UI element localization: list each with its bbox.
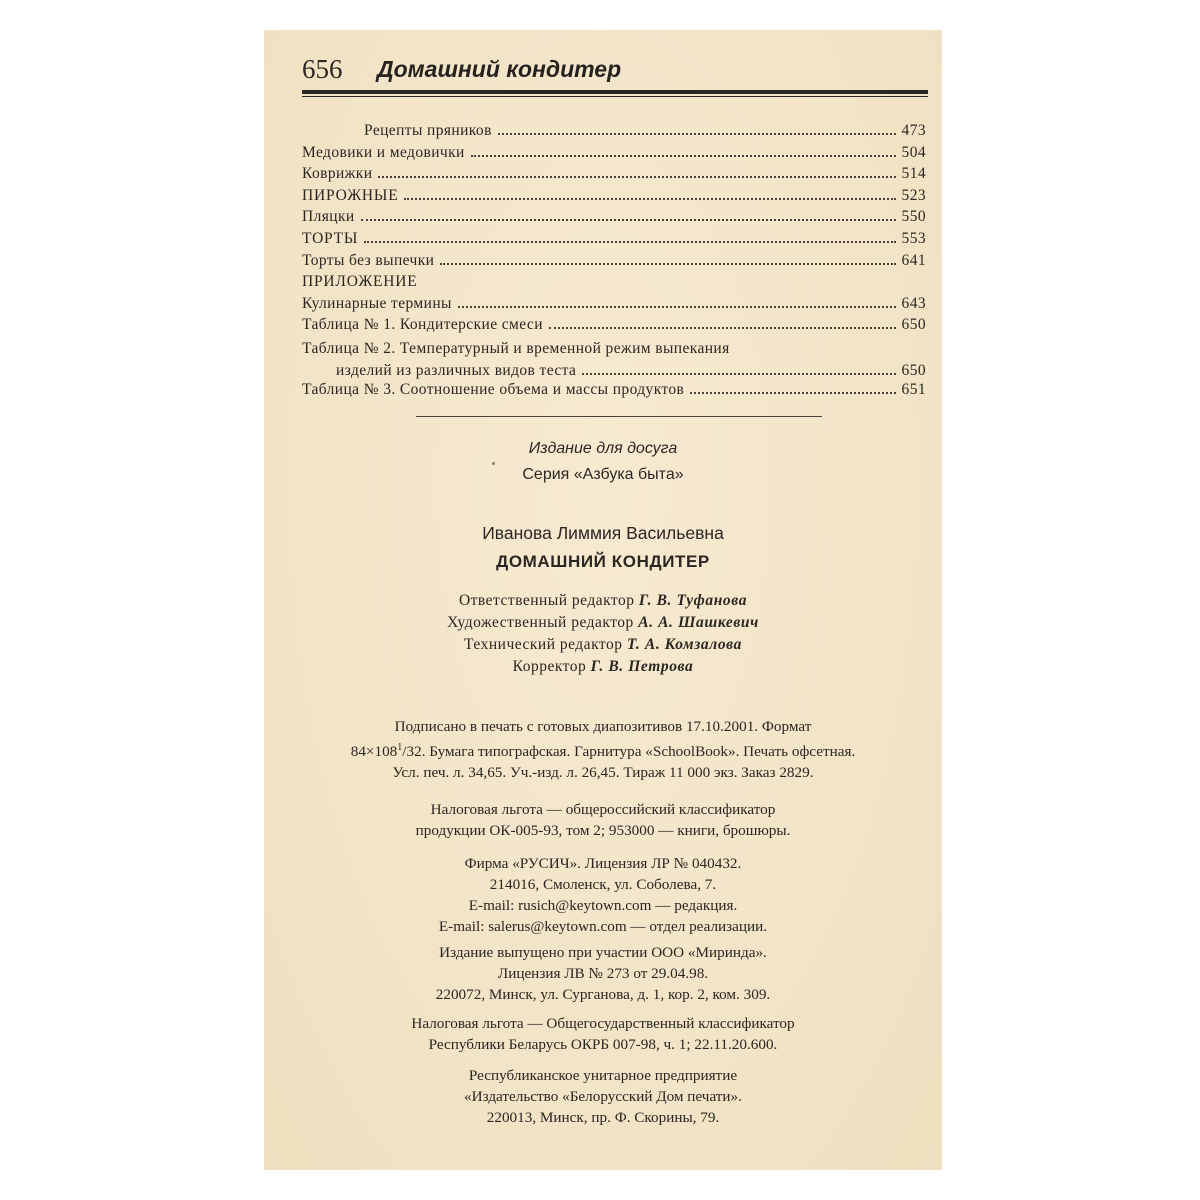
toc-label: Медовики и медовички [302,143,465,161]
toc-page: 504 [901,143,926,161]
staff-line [264,592,942,610]
toc-page: 641 [901,251,926,269]
toc-page: 643 [901,294,926,312]
toc-leader [549,327,896,329]
toc-label: ТОРТЫ [302,229,359,247]
printer-info [264,1065,942,1128]
imprint-line: 220013, Минск, пр. Ф. Скорины, 79. [486,1109,720,1126]
book-page [264,30,942,1170]
paper-speck [492,462,495,465]
series-name: Серия «Азбука быта» [522,466,684,483]
publisher-info [264,853,942,937]
header-rule-thick [302,90,928,94]
staff-name: А. А. Шашкевич [638,614,759,631]
toc-label: Торты без выпечки [302,251,435,269]
header-rule-thin [302,96,928,97]
toc-leader [471,155,896,157]
toc-leader [440,263,895,265]
toc-entry [302,165,926,187]
staff-role: Художественный редактор [447,614,634,631]
belarus-tax-benefit [264,1013,942,1055]
staff-line [264,614,942,632]
toc-entry [302,295,926,317]
section-divider [416,416,822,417]
toc-entry [302,252,926,274]
staff-role: Технический редактор [464,636,623,653]
format-size: 84×108 [350,743,398,761]
imprint-line: «Издательство «Белорусский Дом печати». [464,1088,742,1105]
imprint-line: Республики Беларусь ОКРБ 007-98, ч. 1; 22.11.20.600. [428,1036,778,1053]
toc-label: Рецепты пряников [364,122,492,139]
toc-label: Коврижки [302,165,373,183]
toc-entry [302,122,926,144]
staff-name: Г. В. Туфанова [638,592,748,609]
toc-entry [302,144,926,166]
table-of-contents [302,122,926,403]
print-details [264,716,942,783]
imprint-line: Издание выпущено при участии ООО «Миринда». [439,944,767,961]
toc-page: 523 [901,186,926,204]
toc-leader [364,241,895,243]
toc-page: 550 [901,208,926,226]
staff-name: Т. А. Комзалова [626,636,742,653]
staff-line [264,636,942,654]
author-name: Иванова Лиммия Васильевна [482,523,724,543]
toc-entry-multiline [302,338,926,381]
toc-label: Пляцки [302,208,355,226]
toc-leader [404,198,895,200]
running-header [302,52,928,92]
partner-info [264,942,942,1005]
page-number: 656 [302,54,343,84]
format-rest: /32. Бумага типографская. Гарнитура «SchoolBook». Печать офсетная. [402,743,856,761]
toc-page: 473 [901,122,926,139]
toc-leader [458,306,896,308]
book-title: ДОМАШНИЙ КОНДИТЕР [496,552,710,571]
edition-type: Издание для досуга [528,440,678,457]
toc-entry [302,230,926,252]
toc-label-continuation: изделий из различных видов теста [336,361,577,379]
toc-page: 651 [901,381,926,399]
imprint-line: Налоговая льгота — общероссийский классификатор [430,801,776,818]
toc-page: 650 [901,361,926,379]
toc-leader [361,219,896,221]
toc-page: 650 [901,316,926,334]
imprint-line: 214016, Смоленск, ул. Соболева, 7. [489,876,717,893]
toc-entry [302,208,926,230]
toc-label: Таблица № 2. Температурный и временной режим выпекания [302,339,730,357]
imprint-line: Республиканское унитарное предприятие [468,1067,738,1084]
toc-leader [582,373,895,375]
running-title: Домашний кондитер [377,56,622,82]
tax-benefit [264,799,942,841]
imprint-line: Фирма «РУСИЧ». Лицензия ЛР № 040432. [464,855,742,872]
imprint-line: Подписано в печать с готовых диапозитивов 17.10.2001. Формат [394,718,812,735]
toc-label: Таблица № 1. Кондитерские смеси [302,316,543,334]
toc-leader [378,176,895,178]
imprint-line [264,737,942,762]
toc-entry [302,381,926,403]
toc-section-heading [302,273,926,295]
imprint-line: E-mail: salerus@keytown.com — отдел реализации. [438,918,768,935]
staff-name: Г. В. Петрова [590,658,694,675]
format-sup: 1 [397,742,403,753]
toc-label: Таблица № 3. Соотношение объема и массы продуктов [302,381,685,399]
toc-label: Кулинарные термины [302,294,452,312]
toc-entry [302,316,926,338]
toc-entry [302,187,926,209]
imprint-line: Налоговая льгота — Общегосударственный классификатор [411,1015,795,1032]
toc-label: ПИРОЖНЫЕ [302,186,399,204]
toc-label: ПРИЛОЖЕНИЕ [302,273,418,291]
imprint-line: Лицензия ЛВ № 273 от 29.04.98. [497,965,709,982]
toc-page: 553 [901,229,926,247]
imprint-line: Усл. печ. л. 34,65. Уч.-изд. л. 26,45. Тираж 11 000 экз. Заказ 2829. [392,764,814,782]
staff-role: Ответственный редактор [458,592,635,609]
toc-page: 514 [901,165,926,183]
imprint-line: E-mail: rusich@keytown.com — редакция. [468,897,738,914]
staff-role: Корректор [512,658,587,675]
imprint-line: продукции ОК-005-93, том 2; 953000 — книги, брошюры. [415,822,791,839]
toc-leader [690,392,895,394]
imprint-line: 220072, Минск, ул. Сурганова, д. 1, кор. 2, ком. 309. [435,986,771,1003]
toc-leader [498,133,896,135]
staff-line [264,658,942,676]
